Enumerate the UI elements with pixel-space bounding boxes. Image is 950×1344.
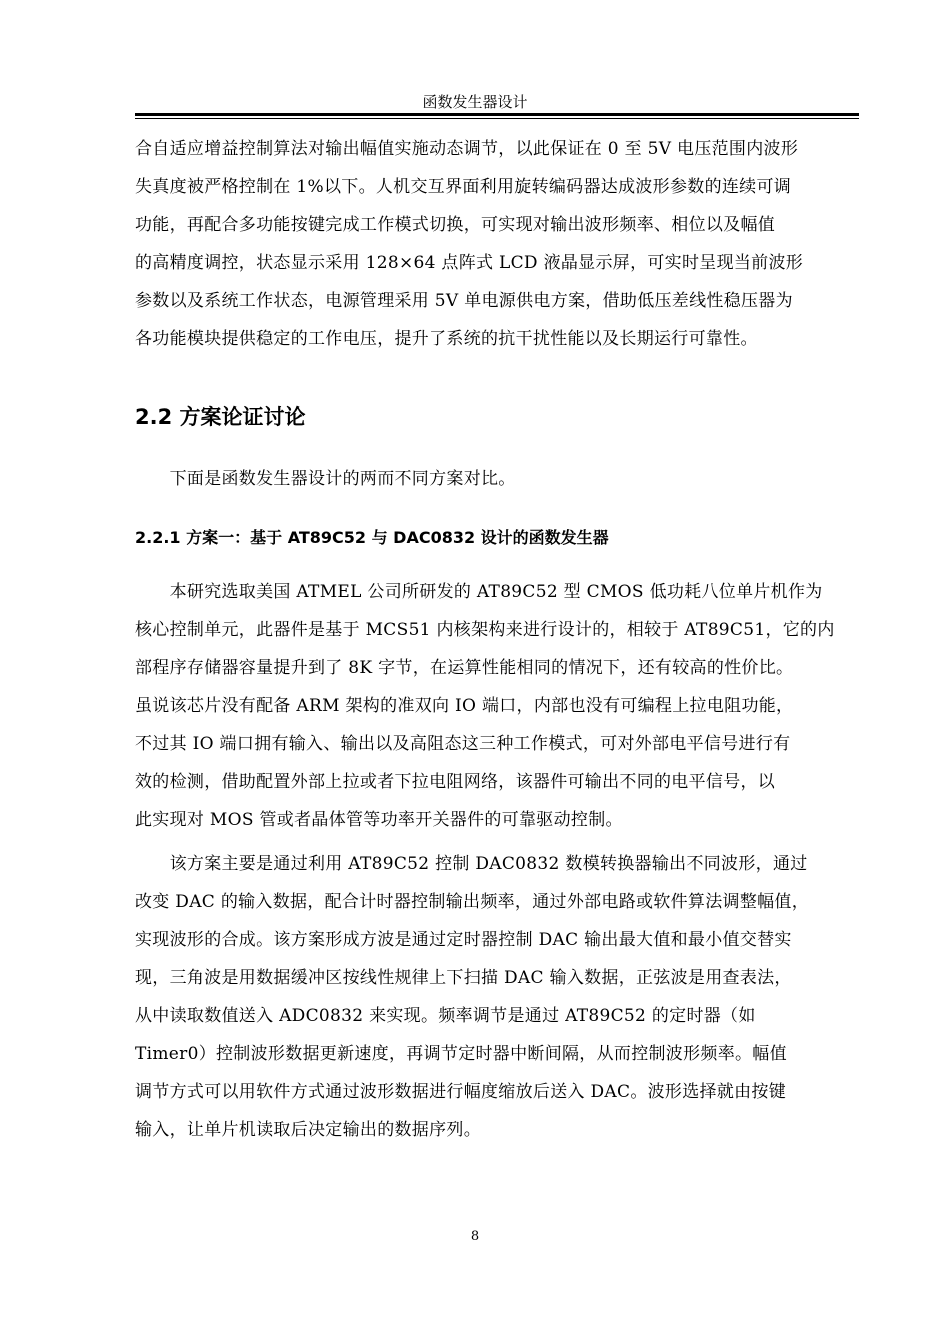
text-line: 输入，让单片机读取后决定输出的数据序列。 [135,1120,481,1140]
text-line: 本研究选取美国 ATMEL 公司所研发的 AT89C52 型 CMOS 低功耗八位单片机作为 [135,582,823,602]
text-line: 该方案主要是通过利用 AT89C52 控制 DAC0832 数模转换器输出不同波形，通过 [135,854,808,874]
text-line: Timer0）控制波形数据更新速度，再调节定时器中断间隔，从而控制波形频率。幅值 [135,1044,787,1064]
text-line: 调节方式可以用软件方式通过波形数据进行幅度缩放后送入 DAC。波形选择就由按键 [135,1082,787,1102]
section-heading-2-2: 2.2 方案论证讨论 [135,405,306,429]
paragraph-continued [135,130,859,358]
text-line: 参数以及系统工作状态，电源管理采用 5V 单电源供电方案，借助低压差线性稳压器为 [135,291,793,311]
section-heading-2-2-1: 2.2.1 方案一：基于 AT89C52 与 DAC0832 设计的函数发生器 [135,528,609,547]
header-rule-thick [135,113,859,116]
text-line: 合自适应增益控制算法对输出幅值实施动态调节，以此保证在 0 至 5V 电压范围内波形 [135,139,799,159]
text-line: 的高精度调控，状态显示采用 128×64 点阵式 LCD 液晶显示屏，可实时呈现当前波形 [135,253,804,273]
text-line: 从中读取数值送入 ADC0832 来实现。频率调节是通过 AT89C52 的定时器（如 [135,1006,756,1026]
text-line: 失真度被严格控制在 1%以下。人机交互界面利用旋转编码器达成波形参数的连续可调 [135,177,792,197]
text-line: 现，三角波是用数据缓冲区按线性规律上下扫描 DAC 输入数据，正弦波是用查表法， [135,968,792,988]
text-line: 此实现对 MOS 管或者晶体管等功率开关器件的可靠驱动控制。 [135,810,623,830]
text-line: 实现波形的合成。该方案形成方波是通过定时器控制 DAC 输出最大值和最小值交替实 [135,930,792,950]
text-line: 不过其 IO 端口拥有输入、输出以及高阻态这三种工作模式，可对外部电平信号进行有 [135,734,791,754]
page-number: 8 [470,1229,480,1244]
header-rule-thin [135,118,859,119]
intro-paragraph [135,460,859,498]
text-line: 核心控制单元，此器件是基于 MCS51 内核架构来进行设计的，相较于 AT89C51，它的内 [135,620,835,640]
text-line: 部程序存储器容量提升到了 8K 字节，在运算性能相同的情况下，还有较高的性价比。 [135,658,794,678]
running-header-title: 函数发生器设计 [422,93,528,111]
text-line: 各功能模块提供稳定的工作电压，提升了系统的抗干扰性能以及长期运行可靠性。 [135,329,758,349]
text-line: 下面是函数发生器设计的两而不同方案对比。 [135,469,516,489]
text-line: 效的检测，借助配置外部上拉或者下拉电阻网络，该器件可输出不同的电平信号，以 [135,772,776,792]
paragraph-scheme-one-chip [135,573,859,839]
text-line: 功能，再配合多功能按键完成工作模式切换，可实现对输出波形频率、相位以及幅值 [135,215,776,235]
text-line: 改变 DAC 的输入数据，配合计时器控制输出频率，通过外部电路或软件算法调整幅值， [135,892,810,912]
text-line: 虽说该芯片没有配备 ARM 架构的准双向 IO 端口，内部也没有可编程上拉电阻功能， [135,696,794,716]
paragraph-scheme-one-method [135,845,859,1149]
